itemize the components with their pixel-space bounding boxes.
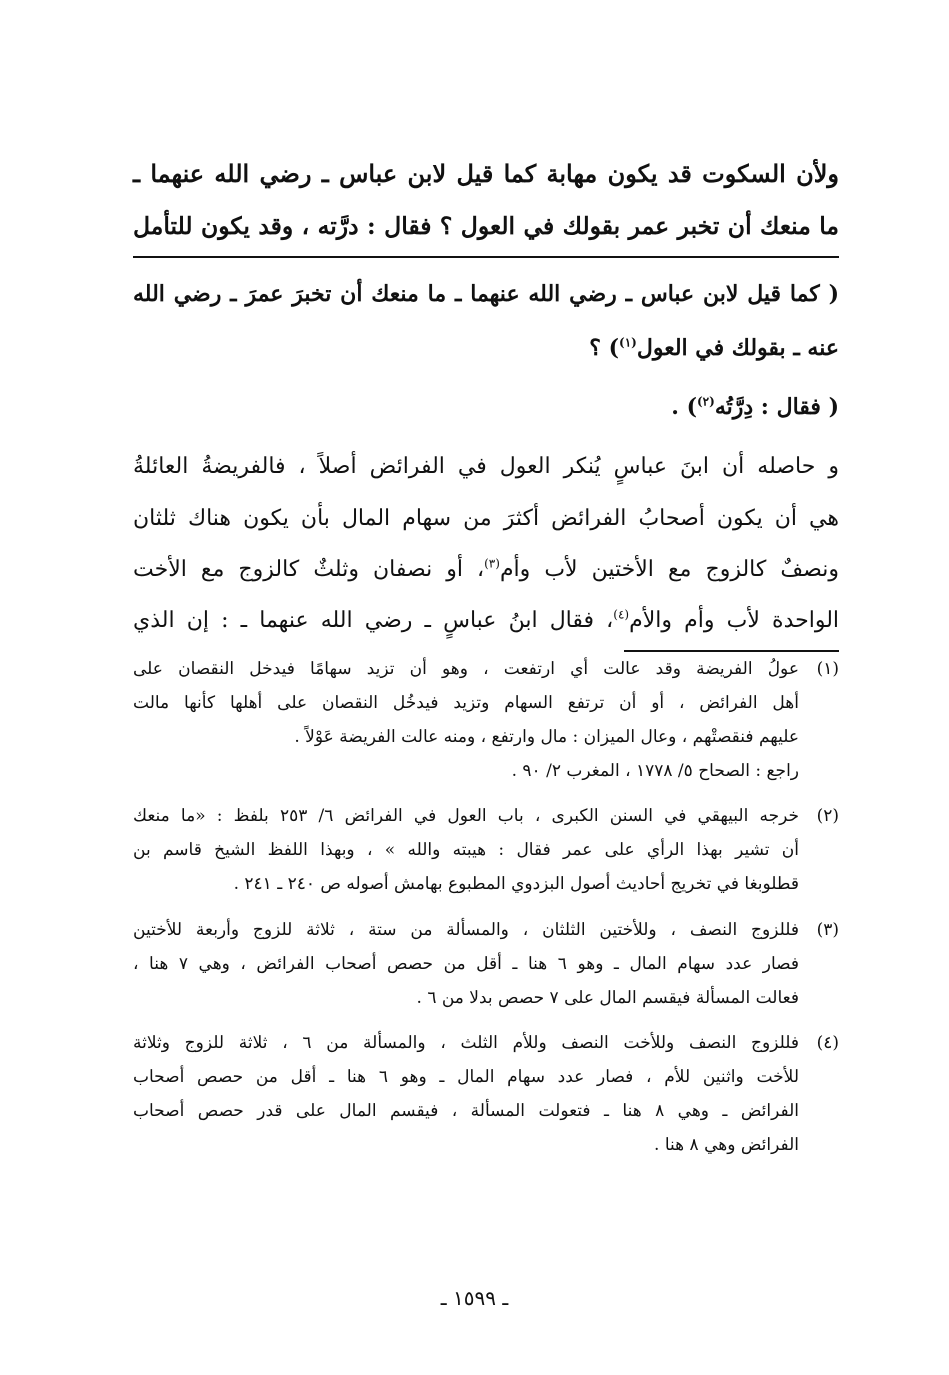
footnote-ref[interactable]: (٢): [696, 394, 715, 409]
footnote-ref[interactable]: (٤): [613, 607, 630, 622]
quote-line: [133, 328, 839, 368]
footnote-line: خرجه البيهقي في السنن الكبرى ، باب العول في الفرائض ٦/ ٢٥٣ بلفظ : «ما منعك: [133, 806, 800, 826]
footnote-line: راجع : الصحاح ٥/ ١٧٧٨ ، المغرب ٢/ ٩٠ .: [511, 761, 799, 781]
footnote-line: أن تشير بهذا الرأي على عمر فقال : هيبته والله » ، وبهذا اللفظ الشيخ قاسم بن: [133, 840, 799, 860]
quote-text: ) .: [671, 394, 697, 420]
footnote-number: (٤): [816, 1033, 839, 1053]
footnote-line: فللزوج النصف ، وللأختين الثلثان ، والمسألة من ستة ، ثلاثة للزوج وأربعة للأختين: [133, 920, 799, 940]
heading-line: ما منعك أن تخبر عمر بقولك في العول ؟ فقال : درَّته ، وقد يكون للتأمل: [133, 212, 839, 240]
quote-line: ( كما قيل لابن عباس ـ رضي الله عنهما ـ ما منعك أن تخبرَ عمرَ ـ رضي الله: [133, 281, 839, 307]
quote-text: ) ؟: [589, 335, 620, 361]
footnote-number: (١): [816, 659, 839, 679]
footnote-ref[interactable]: (٣): [484, 556, 500, 571]
footnote-separator: [624, 650, 839, 652]
footnote-line: للأخت واثنين للأم ، فصار عدد سهام المال ـ وهو ٦ هنا ـ أقل من حصص أصحاب: [133, 1067, 799, 1087]
quote-text: ( فقال : دِرَّتُه: [714, 394, 839, 420]
body-text: ونصفٌ كالزوج مع الأختين لأب وأم: [499, 557, 839, 582]
footnote-number: (٣): [816, 920, 839, 940]
footnote-line: فللزوج النصف وللأخت النصف وللأم الثلث ، والمسألة من ٦ ، ثلاثة للزوج وثلاثة: [133, 1033, 799, 1053]
body-line: و حاصله أن ابنَ عباسٍ يُنكر العول في الفرائض أصلاً ، فالفريضةُ العائلةُ: [133, 454, 839, 479]
heading-line: ولأن السكوت قد يكون مهابة كما قيل لابن عباس ـ رضي الله عنهما ـ: [133, 159, 839, 188]
body-text: ، فقال ابنُ عباسٍ ـ رضي الله عنهما ـ : إن الذي: [133, 608, 614, 633]
body-line: [133, 550, 839, 590]
footnote-line: فصار عدد سهام المال ـ وهو ٦ هنا ـ أقل من حصص أصحاب الفرائض ، وهي ٧ هنا ،: [133, 954, 800, 974]
footnote-line: فعالت المسألة فيقسم المال على ٧ حصص بدلا من ٦ .: [416, 988, 799, 1008]
footnote-number: (٢): [816, 806, 839, 826]
footnote-line: أهل الفرائض ، أو أن ترتفع السهام وتزيد فيدخُل النقصان على أهلها كأنها مالت: [133, 693, 799, 713]
footnote-line: عولُ الفريضة وقد عالت أي ارتفعت ، وهو أن تزيد سهامًا فيدخل النقصان على: [133, 659, 799, 679]
footnote-line: الفرائض ـ وهي ٨ هنا ـ فتعولت المسألة ، فيقسم المال على قدر حصص أصحاب: [133, 1101, 799, 1121]
footnote-line: الفرائض وهي ٨ هنا .: [654, 1135, 799, 1155]
page-number: ـ ١٥٩٩ ـ: [440, 1286, 509, 1310]
quote-text: عنه ـ بقولك في العول: [636, 335, 839, 361]
body-text: ، أو نصفان وثلثٌ كالزوج مع الأخت: [133, 557, 485, 582]
footnote-line: قطلوبغا في تخريج أحاديث أصول البزدوي المطبوع بهامش أصوله ص ٢٤٠ ـ ٢٤١ .: [233, 874, 799, 894]
footnote-ref[interactable]: (١): [619, 335, 637, 350]
quote-line: [133, 387, 839, 427]
footnote-line: عليهم فنقصتْهم ، وعال الميزان : مال وارتفع ، ومنه عالت الفريضة عَوْلاً .: [294, 727, 799, 747]
body-line: [133, 601, 839, 641]
body-text: الواحدة لأب وأم والأم: [629, 608, 840, 633]
text-divider: [133, 256, 839, 258]
body-line: هي أن يكون أصحابُ الفرائض أكثرَ من سهام المال بأن يكون هناك ثلثان: [133, 506, 839, 531]
